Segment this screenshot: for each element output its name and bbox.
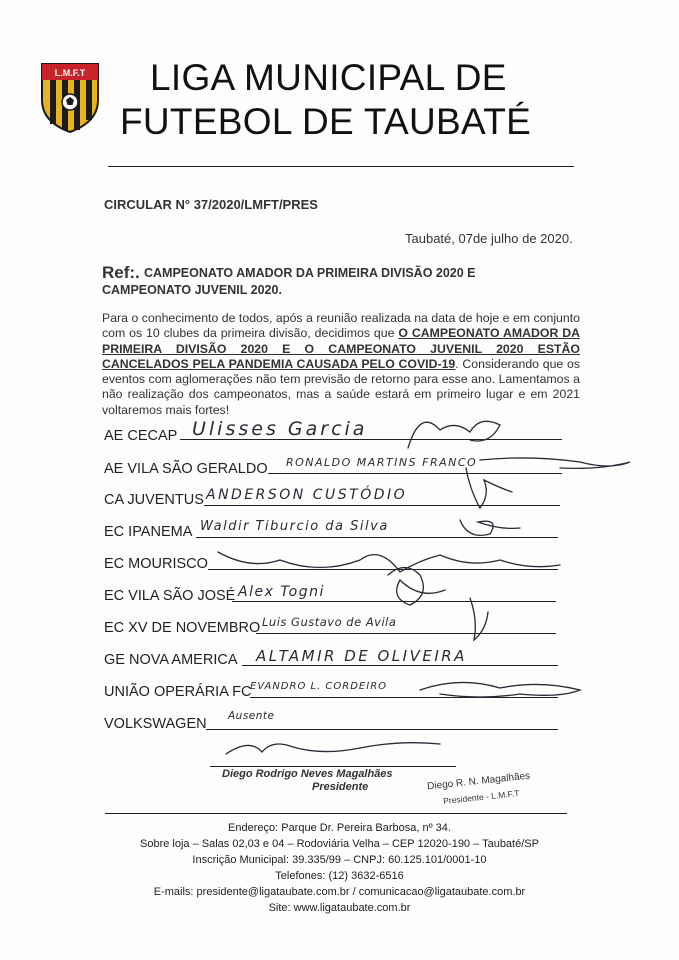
footer-registration: Inscrição Municipal: 39.335/99 – CNPJ: 60.125.101/0001-10 — [192, 854, 487, 866]
title-line-1: LIGA MUNICIPAL DE — [150, 57, 507, 98]
logo-text: L.M.F.T — [54, 68, 86, 78]
club-label: UNIÃO OPERÁRIA FC — [104, 684, 252, 700]
circular-number: CIRCULAR N° 37/2020/LMFT/PRES — [104, 197, 318, 212]
club-label: EC MOURISCO — [104, 556, 208, 572]
stamp-name: Diego R. N. Magalhães — [426, 770, 531, 793]
club-label: EC VILA SÃO JOSÉ — [104, 588, 236, 604]
club-signature: RONALDO MARTINS FRANCO — [286, 456, 478, 469]
club-signature: Waldir Tiburcio da Silva — [200, 519, 389, 534]
footer-phones: Telefones: (12) 3632-6516 — [275, 870, 404, 882]
ref-line-2: CAMPEONATO JUVENIL 2020. — [102, 283, 282, 297]
club-signature: EVANDRO L. CORDEIRO — [250, 681, 388, 692]
footer-site: Site: www.ligataubate.com.br — [268, 902, 411, 914]
body-highlight: O CAMPEONATO AMADOR DA PRIMEIRA DIVISÃO 2020 E O CAMPEONATO JUVENIL 2020 ESTÃO CANCELADOS PELA PANDEMIA CAUSADA PELO COVID-19 — [102, 326, 581, 371]
footer-address-1: Endereço: Parque Dr. Pereira Barbosa, nº 34. — [228, 822, 451, 834]
ref-line-1: CAMPEONATO AMADOR DA PRIMEIRA DIVISÃO 2020 E — [144, 266, 476, 280]
club-label: EC IPANEMA — [104, 524, 193, 540]
footer-divider — [105, 813, 567, 814]
club-signature: Ausente — [228, 710, 275, 722]
document-date: Taubaté, 07de julho de 2020. — [405, 231, 573, 246]
club-signature: Luis Gustavo de Avila — [262, 615, 397, 629]
club-signature: ALTAMIR DE OLIVEIRA — [256, 647, 467, 665]
club-signature: ANDERSON CUSTÓDIO — [206, 487, 408, 503]
footer-address-2: Sobre loja – Salas 02,03 e 04 – Rodoviária Velha – CEP 12020-190 – Taubaté/SP — [140, 838, 539, 850]
club-label: AE VILA SÃO GERALDO — [104, 461, 268, 477]
ref-label: Ref:. — [102, 263, 140, 282]
club-label: CA JUVENTUS — [104, 492, 204, 508]
president-role: Presidente — [312, 781, 369, 793]
title-line-2: FUTEBOL DE TAUBATÉ — [120, 101, 532, 142]
body-part-2: . Considerando que os eventos com aglomerações não tem previsão de retorno para esse ano. Lamentamos a não realização dos campeonatos, mas a saúde estará em primeiro lugar e em 2021 voltaremos mais fortes! — [102, 356, 580, 417]
club-signature: Alex Togni — [238, 584, 325, 600]
president-signature-line — [210, 766, 456, 767]
body-part-1: Para o conhecimento de todos, após a reunião realizada na data de hoje e em conjunto com os 10 clubes da primeira divisão, decidimos que — [102, 311, 580, 341]
president-name: Diego Rodrigo Neves Magalhães — [222, 768, 393, 780]
club-label: GE NOVA AMERICA — [104, 652, 238, 668]
stamp-role: Presidente - L.M.F.T — [442, 788, 520, 806]
club-signature: Ulisses Garcia — [192, 418, 368, 440]
club-label: AE CECAP — [104, 428, 178, 444]
club-label: VOLKSWAGEN — [104, 716, 207, 732]
footer-emails: E-mails: presidente@ligataubate.com.br / comunicacao@ligataubate.com.br — [153, 886, 526, 898]
club-label: EC XV DE NOVEMBRO — [104, 620, 261, 636]
